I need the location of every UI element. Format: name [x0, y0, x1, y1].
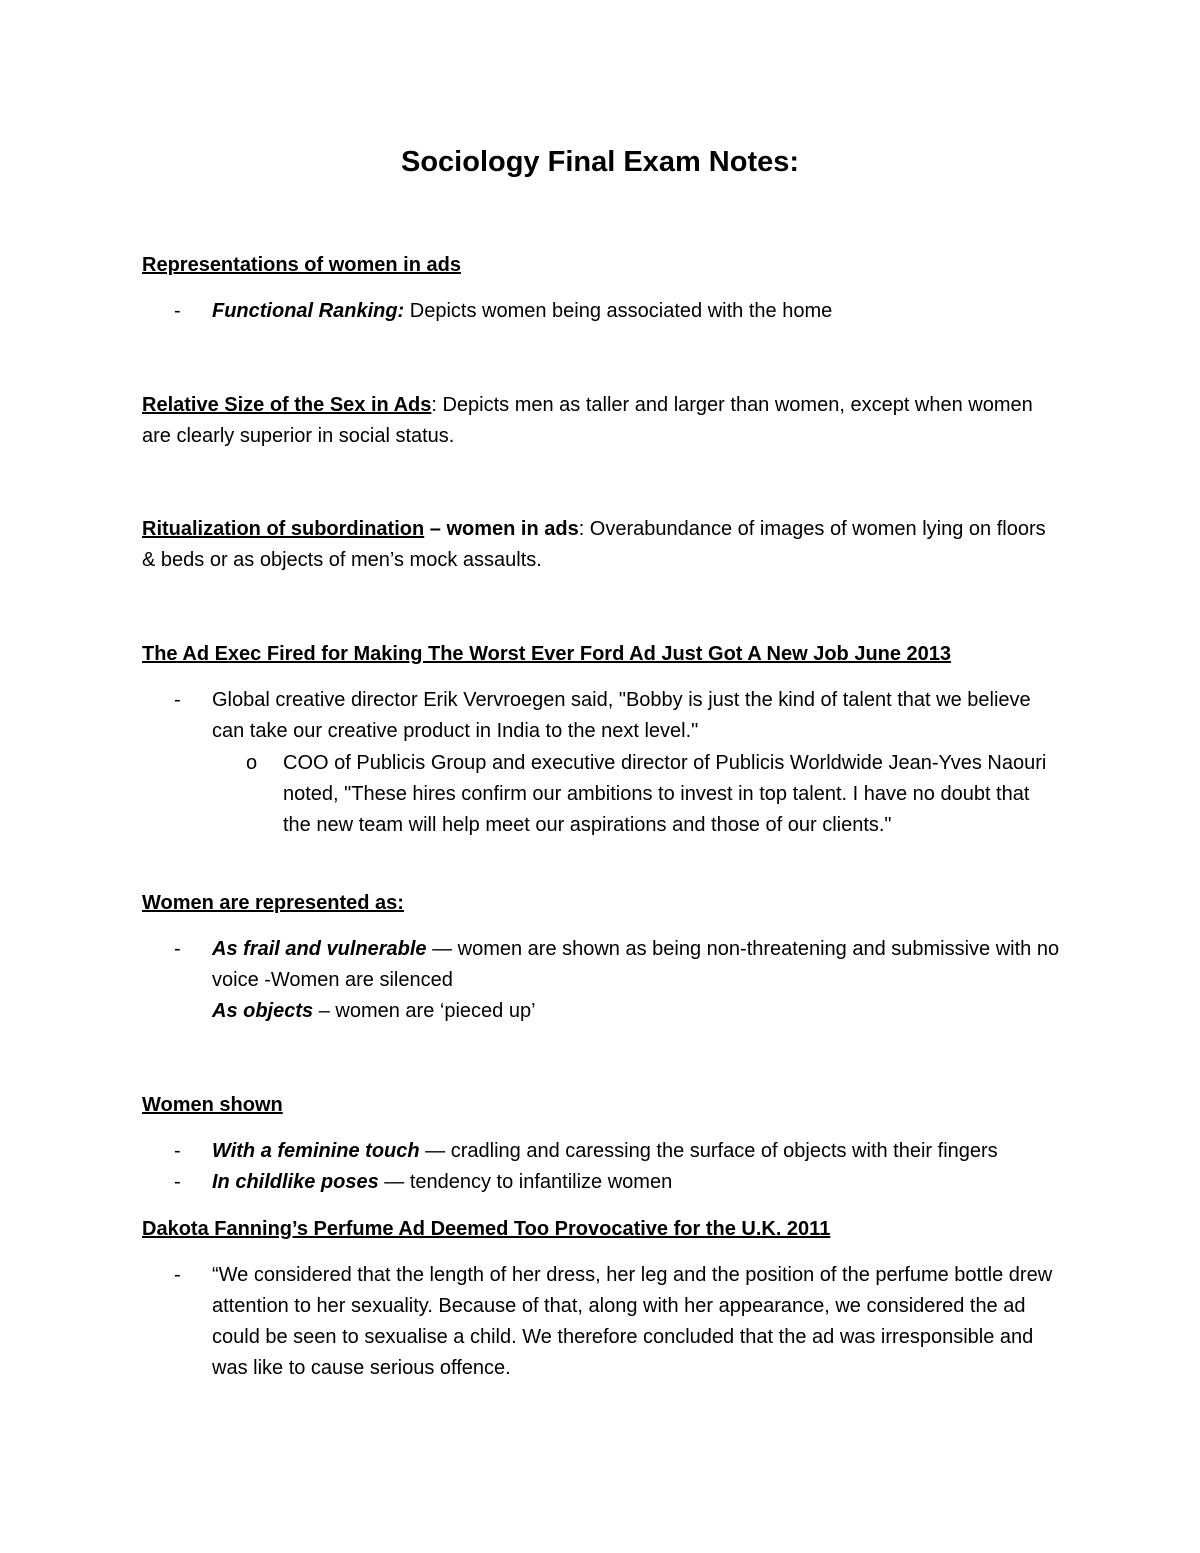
term-label: Relative Size of the Sex in Ads [142, 394, 432, 416]
item-text: — cradling and caressing the surface of objects with their fingers [419, 1140, 998, 1162]
heading-women-represented: Women are represented as: [142, 892, 404, 914]
list-item-childlike [212, 1167, 1072, 1198]
bullet-dash: - [174, 1264, 181, 1286]
heading-ad-exec: The Ad Exec Fired for Making The Worst Ever Ford Ad Just Got A New Job June 2013 [142, 643, 952, 665]
page-title: Sociology Final Exam Notes: [400, 146, 800, 178]
list-item-frail [212, 934, 1062, 996]
heading-dakota-fanning: Dakota Fanning’s Perfume Ad Deemed Too Provocative for the U.K. 2011 [142, 1218, 831, 1240]
item-text: – women are ‘pieced up’ [313, 1000, 536, 1022]
term-label: As objects [212, 1000, 314, 1022]
list-item-objects [212, 996, 1072, 1027]
heading-representations: Representations of women in ads [142, 254, 461, 276]
paragraph-text: : Depicts men as taller and larger than women, except when women are clearly superior in social status. [142, 394, 1033, 447]
term-label: Ritualization of subordination [142, 518, 425, 540]
list-item-functional-ranking [212, 296, 1072, 327]
list-item-vervroegen: Global creative director Erik Vervroegen said, "Bobby is just the kind of talent that we believe can take our creative product in India to the next level." [212, 689, 1031, 742]
sub-item-naouri: COO of Publicis Group and executive director of Publicis Worldwide Jean-Yves Naouri noted, "These hires confirm our ambitions to invest in top talent. I have no doubt that the new team will help meet our aspirations and those of our clients." [283, 752, 1047, 836]
item-text: — women are shown as being non-threatening and submissive with no voice -Women are silenced [212, 938, 1060, 991]
item-text: Depicts women being associated with the home [404, 300, 833, 322]
bullet-dash: - [174, 689, 181, 711]
paragraph-text: : Overabundance of images of women lying on floors & beds or as objects of men’s mock assaults. [142, 518, 1046, 571]
bullet-dash: - [174, 1140, 181, 1162]
list-item-quote: “We considered that the length of her dress, her leg and the position of the perfume bottle drew attention to her sexuality. Because of that, along with her appearance, we considered the ad could be seen to sexualise a child. We therefore concluded that the ad was irresponsible and was like to cause serious offence. [212, 1264, 1053, 1379]
bullet-dash: - [174, 938, 181, 960]
term-label: As frail and vulnerable [212, 938, 427, 960]
term-suffix: – women in ads [424, 518, 579, 540]
term-label: Functional Ranking: [212, 300, 405, 322]
paragraph-ritualization [142, 514, 1062, 576]
term-label: In childlike poses [212, 1171, 379, 1193]
sub-bullet-circle: o [246, 752, 258, 774]
list-item-feminine-touch [212, 1136, 1072, 1167]
paragraph-relative-size [142, 390, 1062, 452]
bullet-dash: - [174, 1171, 181, 1193]
bullet-dash: - [174, 300, 181, 322]
term-label: With a feminine touch [212, 1140, 420, 1162]
item-text: — tendency to infantilize women [378, 1171, 673, 1193]
heading-women-shown: Women shown [142, 1094, 283, 1116]
